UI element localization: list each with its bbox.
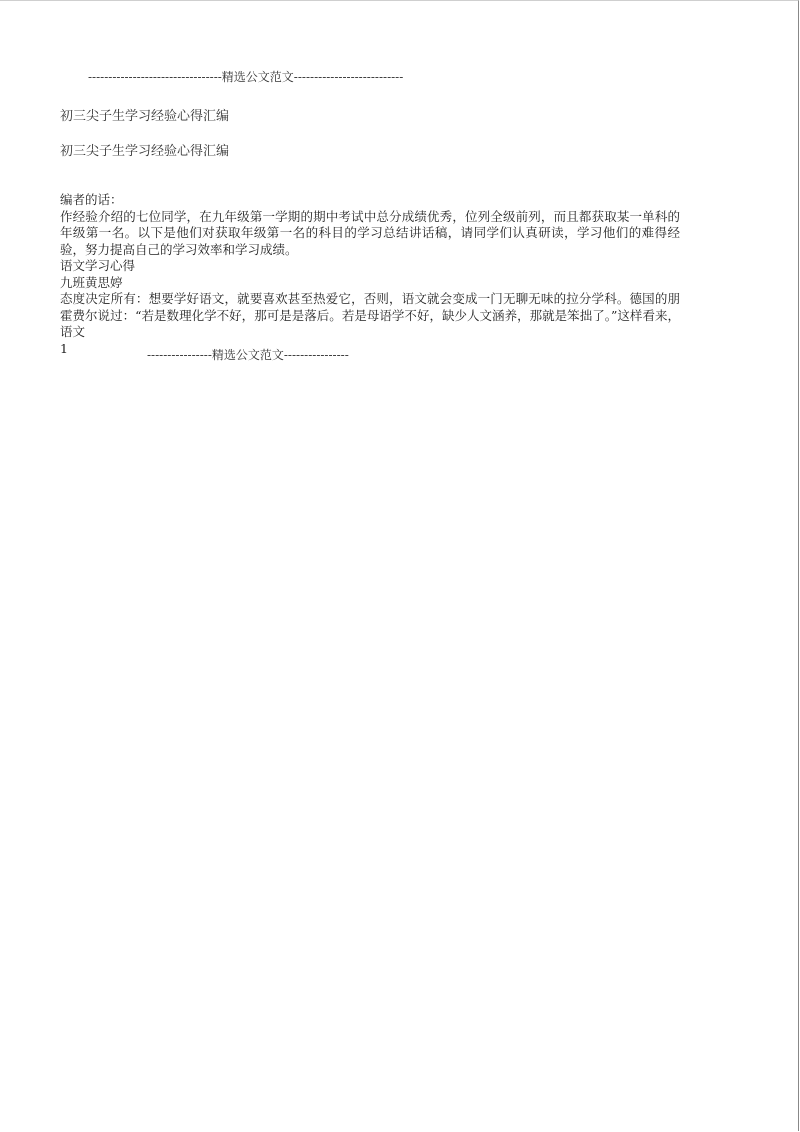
document-body [60,192,680,357]
footer-rule: ----------------精选公文范文---------------- [147,348,349,362]
section-heading: 语文学习心得 [60,258,136,273]
header-rule: ---------------------------------精选公文范文--------------------------- [88,70,404,84]
author-line: 九班黄思婷 [60,274,123,290]
document-title: 初三尖子生学习经验心得汇编 [60,109,230,124]
editor-label: 编者的话： [60,192,123,207]
intro-paragraph: 作经验介绍的七位同学，在九年级第一学期的期中考试中总分成绩优秀，位列全级前列，而且都获取某一单科的年级第一名。以下是他们对获取年级第一名的科目的学习总结讲话稿，请同学们认真研读，学习他们的难得经验，努力提高自己的学习效率和学习成绩。 [60,208,680,257]
section-paragraph: 态度决定所有：想要学好语文，就要喜欢甚至热爱它，否则，语文就会变成一门无聊无味的拉分学科。德国的朋霍费尔说过：“若是数理化学不好，那可是是落后。若是母语学不好，缺少人文涵养，那就是笨拙了。”这样看来，语文 [60,291,680,339]
page-number: 1 [60,340,68,356]
document-subtitle: 初三尖子生学习经验心得汇编 [60,144,230,159]
